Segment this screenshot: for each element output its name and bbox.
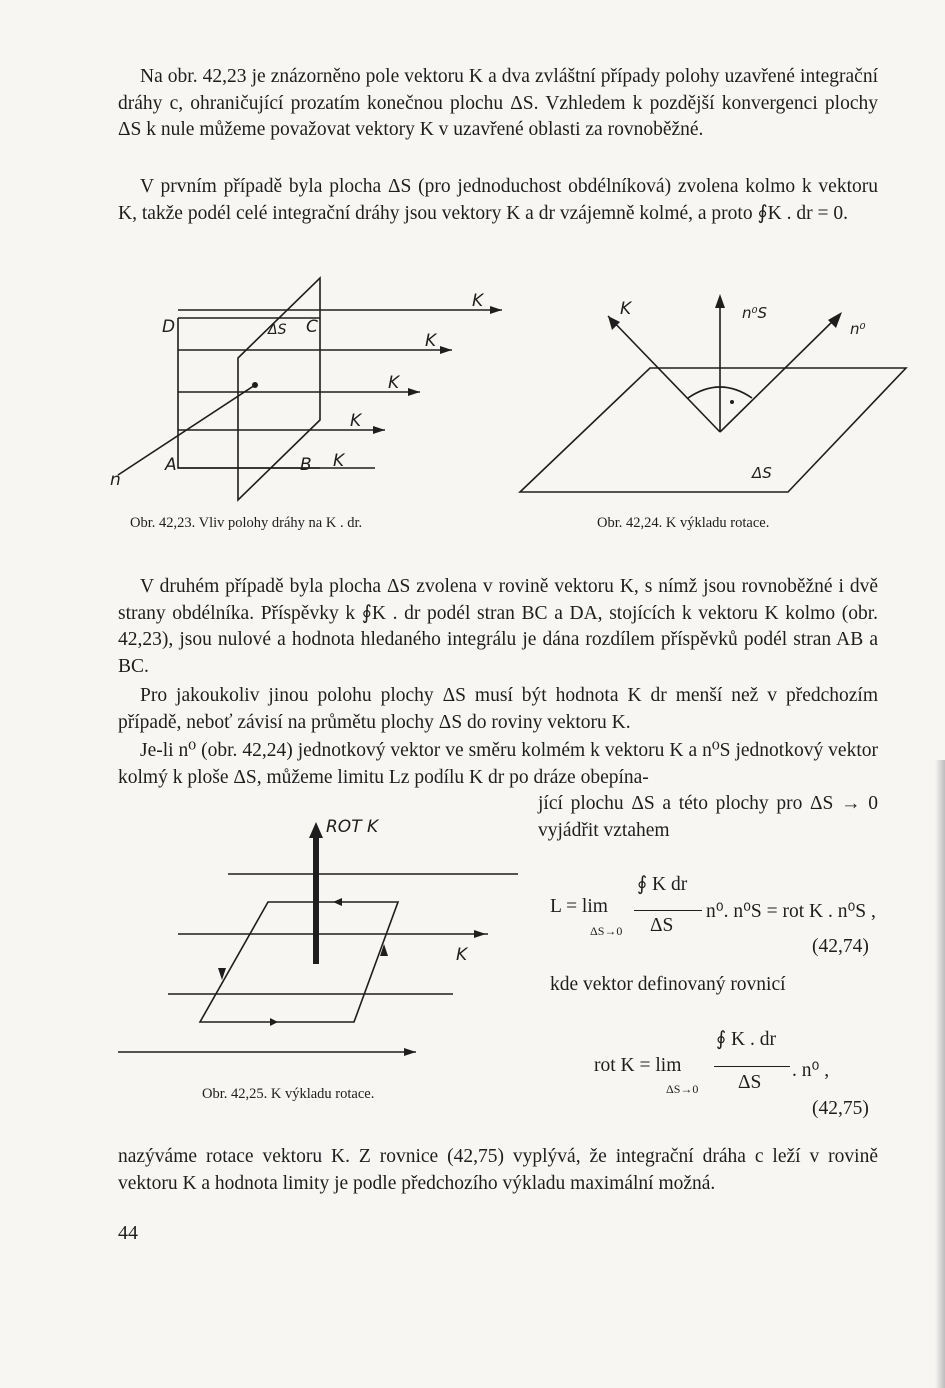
label-delta-s: ΔS	[268, 322, 287, 338]
eq74-numerator: ∮ K dr	[637, 874, 688, 895]
caption-42-25: Obr. 42,25. K výkladu rotace.	[202, 1086, 375, 1102]
eq75-fraction-bar	[714, 1066, 790, 1067]
page-number: 44	[118, 1222, 138, 1244]
label-d: D	[162, 317, 176, 337]
page-edge-shadow	[935, 760, 945, 1388]
label-k: K	[620, 299, 632, 319]
label-k-3: K	[388, 373, 400, 393]
label-k-5: K	[333, 451, 345, 471]
eq75-right: . n⁰ ,	[792, 1060, 830, 1081]
eq74-fraction-bar	[634, 910, 702, 911]
label-n: n	[110, 470, 121, 490]
eq74-denominator: ΔS	[650, 915, 674, 936]
figure-42-25	[118, 810, 518, 1070]
paragraph-6: kde vektor definovaný rovnicí	[550, 974, 786, 995]
paragraph-2: V prvním případě byla plocha ΔS (pro jednoduchost obdélníková) zvolena kolmo k vektoru K, takže podél celé integrační dráhy jsou vektory K a dr vzájemně kolmé, a proto ∮K . dr = 0.	[118, 176, 878, 224]
caption-42-23: Obr. 42,23. Vliv polohy dráhy na K . dr.	[130, 515, 363, 531]
label-c: C	[306, 317, 318, 337]
label-k-1: K	[472, 291, 484, 311]
paragraph-7: nazýváme rotace vektoru K. Z rovnice (42,75) vyplývá, že integrační dráha c leží v rovině vektoru K a hodnota limity je podle předchozího výkladu maximální možná.	[118, 1146, 878, 1194]
eq74-number: (42,74)	[812, 936, 869, 957]
label-ns: n⁰S	[742, 304, 768, 322]
paragraph-1: Na obr. 42,23 je znázorněno pole vektoru K a dva zvláštní případy polohy uzavřené integrační dráhy c, ohraničující prozatím konečnou plochu ΔS. Vzhledem k pozdější konvergenci plochy ΔS k nule můžeme považovat vektory K v uzavřené oblasti za rovnoběžné.	[118, 66, 878, 140]
label-delta-s: ΔS	[752, 464, 772, 482]
figure-42-23	[110, 270, 510, 510]
eq75-left: rot K = lim	[594, 1055, 682, 1076]
eq75-number: (42,75)	[812, 1098, 869, 1119]
figure-42-24	[520, 288, 910, 498]
label-b: B	[300, 455, 312, 475]
label-k-4: K	[350, 411, 362, 431]
label-a: A	[165, 455, 177, 475]
eq75-numerator: ∮ K . dr	[716, 1029, 776, 1050]
eq74-left: L = lim	[550, 896, 608, 917]
paragraph-3: V druhém případě byla plocha ΔS zvolena v rovině vektoru K, s nímž jsou rovnoběžné i dvě strany obdélníka. Příspěvky k ∮K . dr podél stran BC a DA, stojících k vektoru K kolmo (obr. 42,23), jsou nulové a hodnota hledaného integrálu je dána rozdílem příspěvků podél stran AB a BC.	[118, 576, 878, 677]
eq74-right: n⁰. n⁰S = rot K . n⁰S ,	[706, 901, 876, 922]
eq74-sub: ΔS→0	[590, 924, 623, 938]
label-n0: n⁰	[850, 320, 866, 338]
label-k: K	[456, 945, 468, 965]
paragraph-5: Je-li n⁰ (obr. 42,24) jednotkový vektor ve směru kolmém k vektoru K a n⁰S jednotkový vektor kolmý k ploše ΔS, můžeme limitu Lz podílu K dr po dráze obepína-	[118, 740, 878, 788]
paragraph-5-continued: jící plochu ΔS a této plochy pro ΔS → 0 vyjádřit vztahem	[538, 793, 878, 841]
eq75-sub: ΔS→0	[666, 1082, 699, 1096]
eq75-denominator: ΔS	[738, 1072, 762, 1093]
caption-42-24: Obr. 42,24. K výkladu rotace.	[597, 515, 770, 531]
label-rot-k: ROT K	[326, 817, 379, 837]
paragraph-4: Pro jakoukoliv jinou polohu plochy ΔS musí být hodnota K dr menší než v předchozím případě, neboť závisí na průmětu plochy ΔS do roviny vektoru K.	[118, 685, 878, 733]
label-k-2: K	[425, 331, 437, 351]
